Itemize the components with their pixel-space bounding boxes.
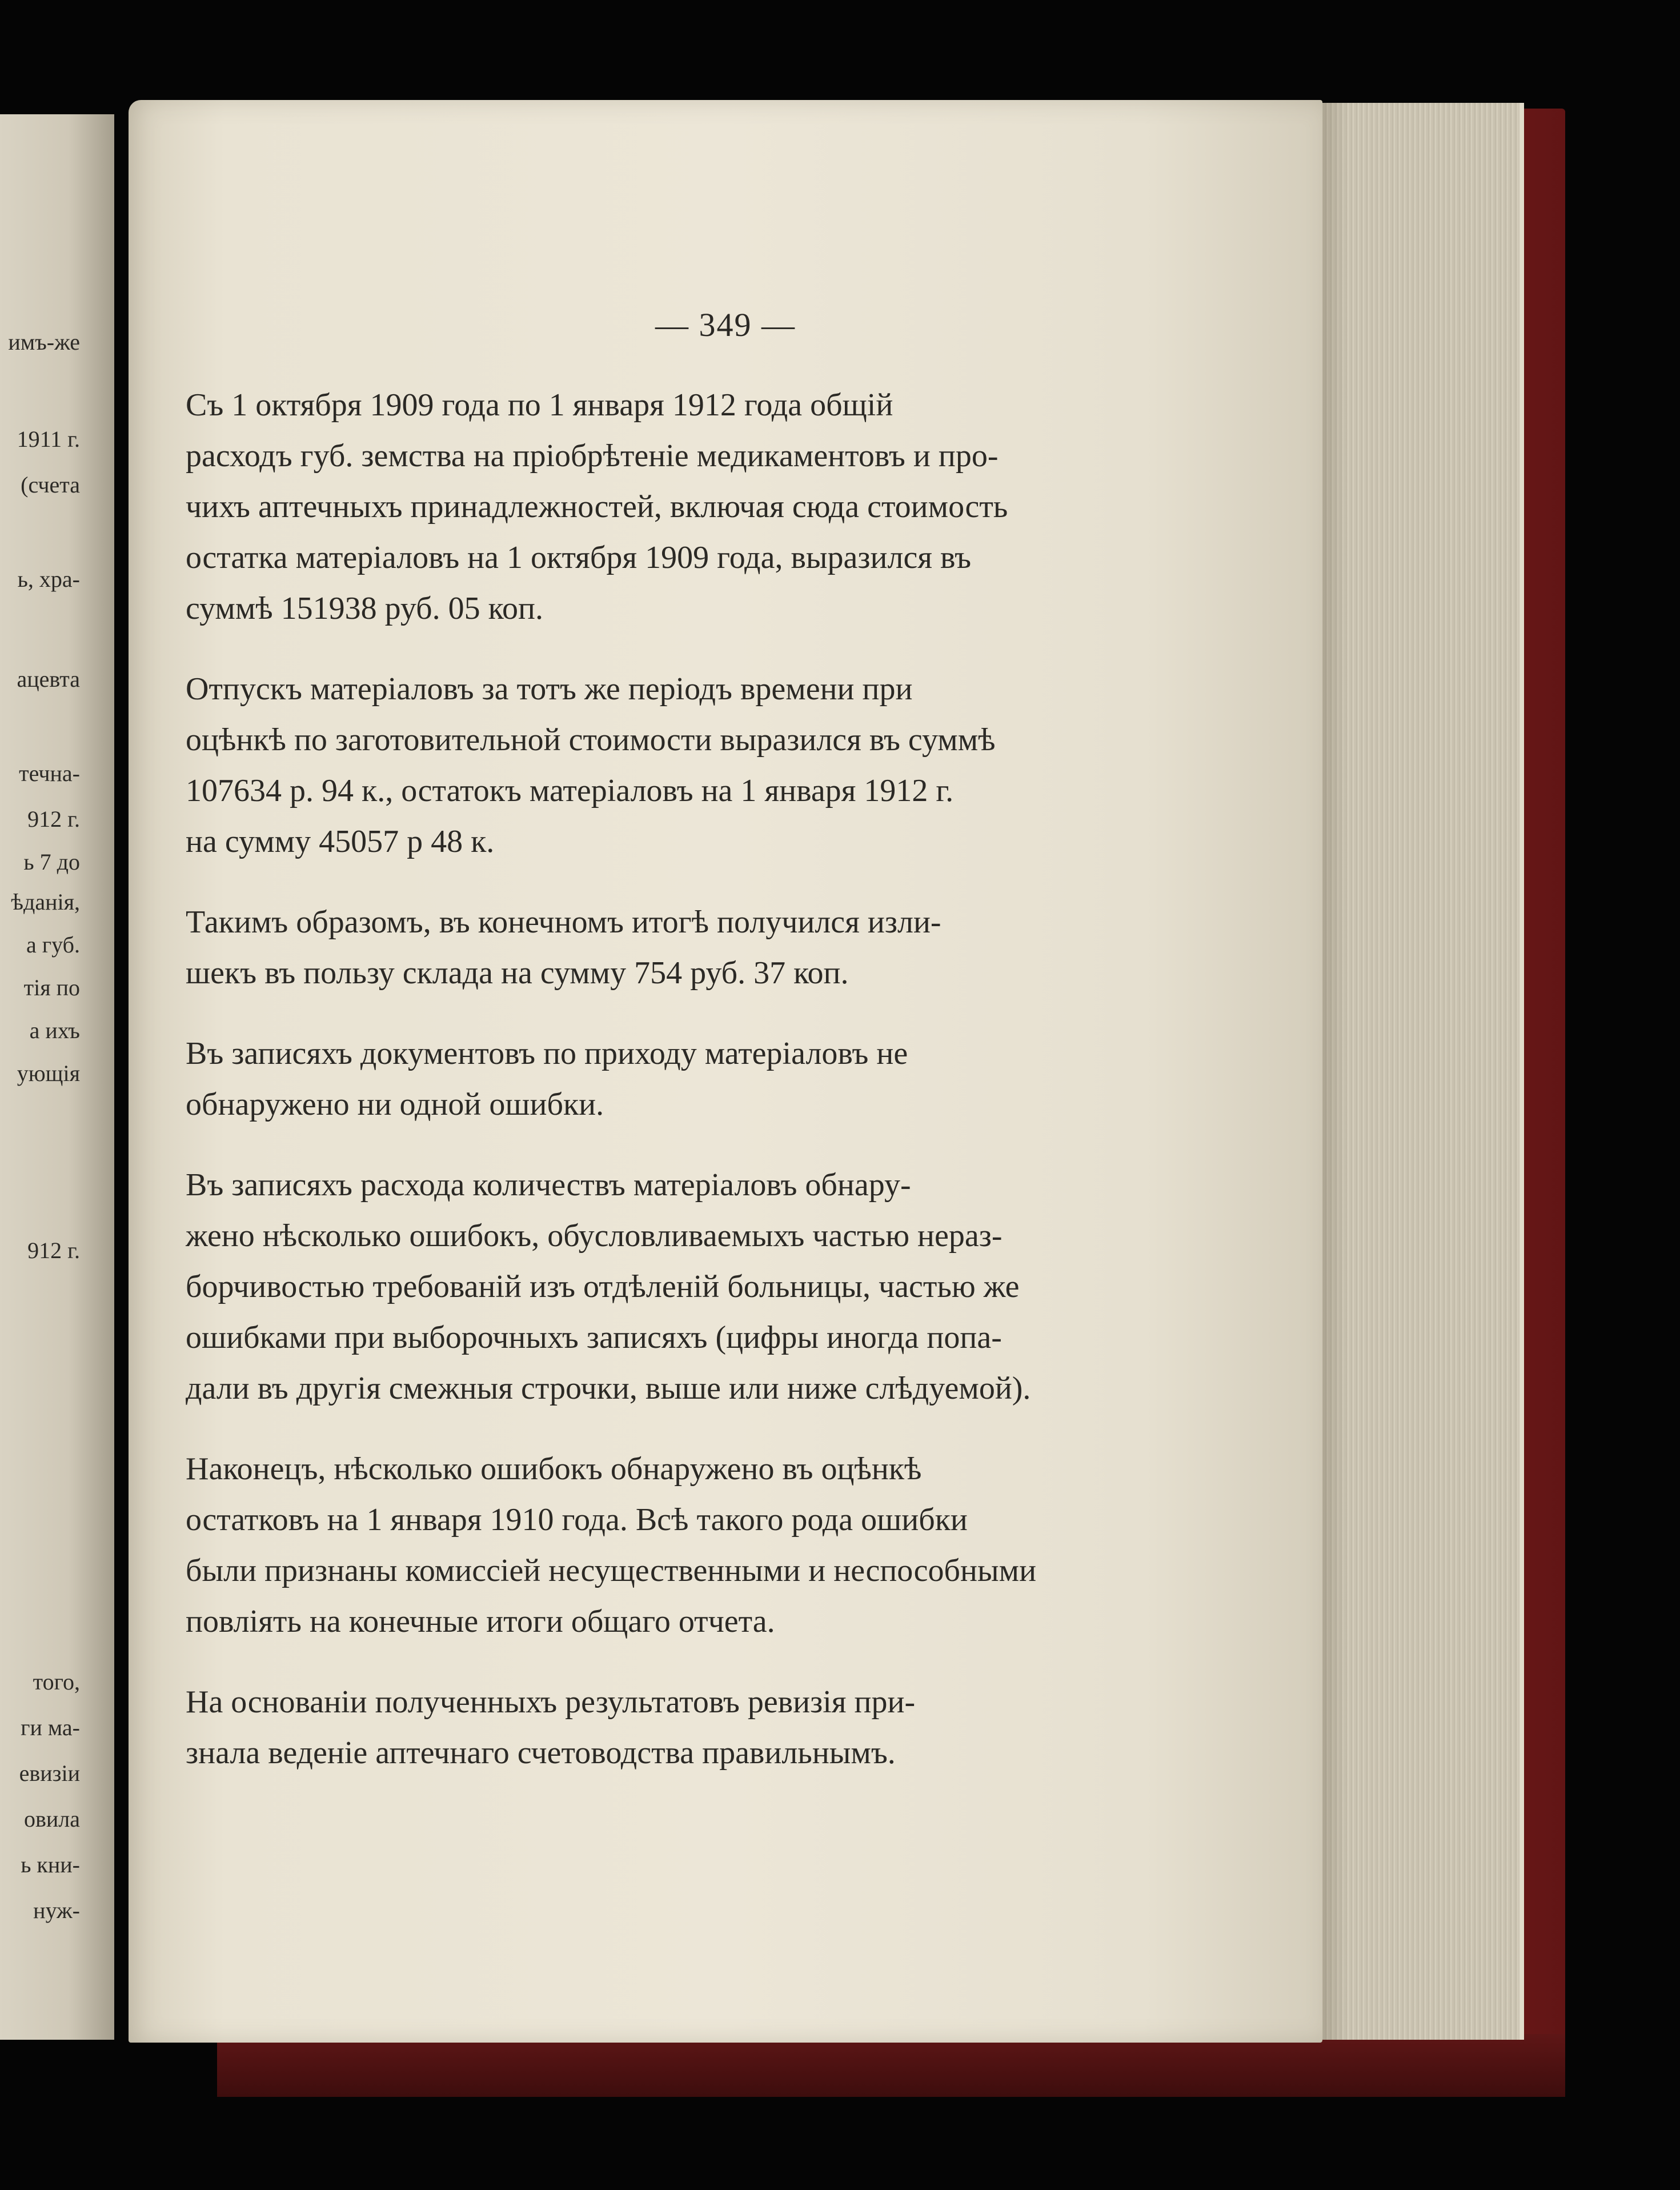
left-page-fragment: ующія bbox=[17, 1060, 80, 1086]
left-page-fragment: 912 г. bbox=[27, 806, 80, 832]
left-page-fragment: 912 г. bbox=[27, 1238, 80, 1263]
paragraph bbox=[146, 897, 1225, 999]
text-line: суммѣ 151938 руб. 05 коп. bbox=[186, 591, 544, 626]
text-line: остатковъ на 1 января 1910 года. Всѣ такого рода ошибки bbox=[186, 1502, 968, 1538]
text-line: Въ записяхъ расхода количествъ матеріаловъ обнару- bbox=[186, 1167, 911, 1203]
text-line: жено нѣсколько ошибокъ, обусловливаемыхъ частью нераз- bbox=[186, 1218, 1003, 1254]
text-line: Съ 1 октября 1909 года по 1 января 1912 года общій bbox=[186, 387, 893, 423]
paragraph bbox=[146, 380, 1225, 634]
left-page-fragment: ь кни- bbox=[21, 1852, 80, 1877]
left-page-fragment: овила bbox=[23, 1806, 80, 1832]
left-page-fragment: 1911 г. bbox=[17, 426, 80, 452]
text-line: 107634 р. 94 к., остатокъ матеріаловъ на 1 января 1912 г. bbox=[186, 773, 954, 808]
paragraph bbox=[146, 1444, 1225, 1647]
text-line: на сумму 45057 р 48 к. bbox=[186, 824, 495, 859]
text-line: знала веденіе аптечнаго счетоводства правильнымъ. bbox=[186, 1735, 896, 1771]
left-page-fragment: течна- bbox=[19, 760, 80, 786]
left-page-fragment: ацевта bbox=[17, 666, 80, 692]
text-line: Наконецъ, нѣсколько ошибокъ обнаружено въ оцѣнкѣ bbox=[186, 1451, 922, 1487]
left-page-fragment: а ихъ bbox=[29, 1018, 80, 1043]
text-line: повліять на конечные итоги общаго отчета. bbox=[186, 1604, 775, 1639]
text-line: были признаны комиссіей несущественными и неспособными bbox=[186, 1553, 1037, 1588]
text-line: шекъ въ пользу склада на сумму 754 руб. 37 коп. bbox=[186, 955, 849, 991]
left-page-fragment: ѣданія, bbox=[11, 889, 80, 915]
text-line: ошибками при выборочныхъ записяхъ (цифры иногда попа- bbox=[186, 1320, 1002, 1355]
paragraph bbox=[146, 1677, 1225, 1779]
text-line: чихъ аптечныхъ принадлежностей, включая сюда стоимость bbox=[186, 489, 1008, 525]
left-page-fragment: ь, хра- bbox=[17, 566, 80, 592]
text-line: остатка матеріаловъ на 1 октября 1909 года, выразился въ bbox=[186, 540, 972, 575]
text-line: расходъ губ. земства на пріобрѣтеніе медикаментовъ и про- bbox=[186, 438, 999, 474]
left-page-fragment: нуж- bbox=[33, 1897, 80, 1923]
paragraph bbox=[146, 1028, 1225, 1130]
left-page-fragment: (счета bbox=[21, 472, 80, 498]
text-line: оцѣнкѣ по заготовительной стоимости выразился въ суммѣ bbox=[186, 722, 996, 758]
left-page-fragment: имъ-же bbox=[8, 329, 80, 355]
left-page-fragment: того, bbox=[33, 1669, 80, 1695]
left-facing-page bbox=[0, 114, 114, 2040]
page-number: — 349 — bbox=[655, 306, 796, 343]
text-line: Въ записяхъ документовъ по приходу матеріаловъ не bbox=[186, 1036, 908, 1071]
text-line: На основаніи полученныхъ результатовъ ревизія при- bbox=[186, 1684, 916, 1720]
left-page-fragment: а губ. bbox=[26, 932, 80, 958]
text-line: Такимъ образомъ, въ конечномъ итогѣ получился изли- bbox=[186, 904, 941, 940]
paragraph bbox=[146, 1160, 1225, 1414]
book-cover-bottom bbox=[217, 2034, 1565, 2097]
left-page-fragment: ь 7 до bbox=[23, 849, 80, 875]
left-page-fragment: ги ма- bbox=[21, 1715, 80, 1740]
text-line: обнаружено ни одной ошибки. bbox=[186, 1087, 604, 1122]
book-page bbox=[129, 100, 1322, 2043]
left-page-fragment: тія по bbox=[23, 975, 80, 1000]
text-line: дали въ другія смежныя строчки, выше или ниже слѣдуемой). bbox=[186, 1371, 1031, 1406]
left-page-fragment: евизіи bbox=[19, 1760, 80, 1786]
text-line: Отпускъ матеріаловъ за тотъ же періодъ времени при bbox=[186, 671, 913, 707]
paragraph bbox=[146, 664, 1225, 867]
page-body bbox=[146, 380, 1225, 1808]
text-line: борчивостью требованій изъ отдѣленій больницы, частью же bbox=[186, 1269, 1020, 1304]
